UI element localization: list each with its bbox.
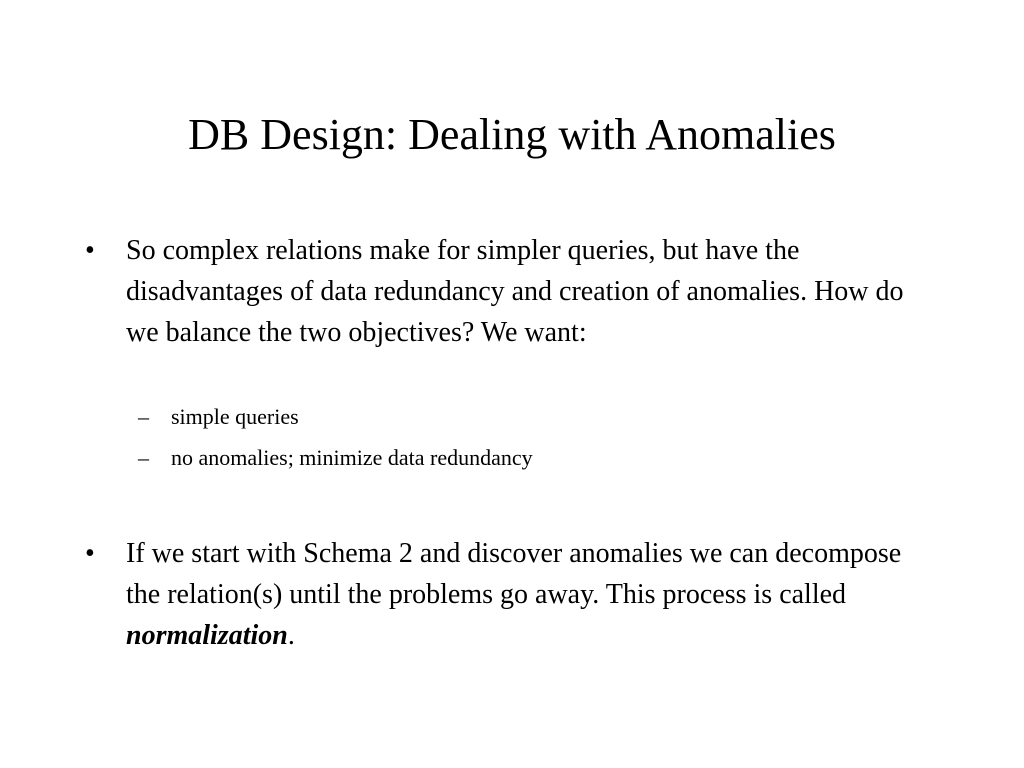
- sub-bullet-no-anomalies: [138, 443, 898, 473]
- sub-bullet-simple-queries: [138, 402, 898, 432]
- bullet-text-lead: If we start with Schema 2 and discover anomalies we can decompose the relation(s) until the problems go away. This process is called: [126, 538, 902, 610]
- bullet-item-tradeoffs: [85, 230, 925, 353]
- bullet-item-normalization: [85, 533, 925, 656]
- bullet-marker: •: [85, 235, 95, 266]
- bullet-text: So complex relations make for simpler queries, but have the disadvantages of data redundancy and creation of anomalies. How do we balance the two objectives? We want:: [126, 235, 904, 348]
- sub-bullet-marker: –: [138, 404, 149, 429]
- sub-bullet-text: simple queries: [171, 404, 299, 429]
- bullet-text-tail: .: [287, 620, 295, 651]
- normalization-term: normalization: [126, 620, 288, 651]
- slide-title: DB Design: Dealing with Anomalies: [188, 110, 836, 159]
- bullet-marker: •: [85, 538, 95, 569]
- sub-bullet-marker: –: [138, 445, 149, 470]
- bullet-text: [126, 533, 925, 656]
- sub-bullet-text: no anomalies; minimize data redundancy: [171, 445, 533, 470]
